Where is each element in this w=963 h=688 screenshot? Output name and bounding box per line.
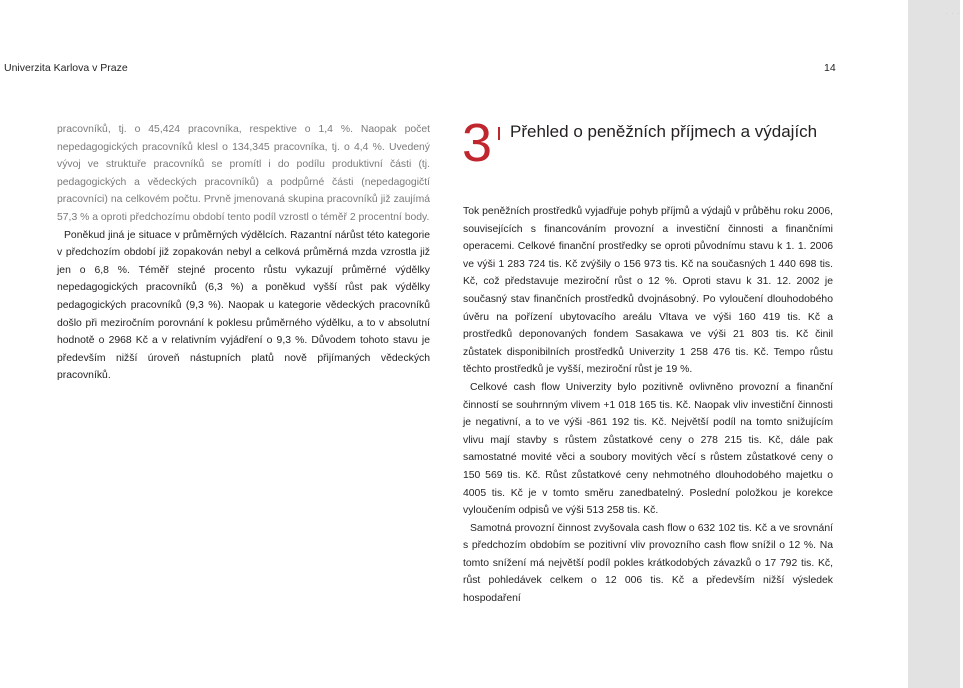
header-title: Univerzita Karlova v Praze — [4, 62, 128, 74]
right-paragraph-1: Tok peněžních prostředků vyjadřuje pohyb příjmů a výdajů v průběhu roku 2006, souvisejících s financováním provozní a investiční činnosti a finančními operacemi. Celkové finanční prostředky se oproti původnímu stavu k 1. 1. 2006 ve výši 1 283 724 tis. Kč zvýšily o 156 973 tis. Kč na současných 1 440 698 tis. Kč, což představuje meziroční růst o 12 %. Oproti stavu k 31. 12. 2002 je současný stav finančních prostředků dvojnásobný. Po vyloučení dlouhodobého úvěru na pořízení ubytovacího areálu Vltava ve výši 160 419 tis. Kč a prostředků deponovaných fondem Sasakawa ve výši 21 803 tis. Kč činil zůstatek disponibilních prostředků Univerzity 1 258 476 tis. Kč. Tempo růstu těchto prostředků je vyšší, meziroční růst je 19 %. — [463, 206, 833, 376]
left-paragraph-2: Poněkud jiná je situace v průměrných výdělcích. Razantní nárůst této kategorie v předchozím období již zopakován nebyl a celková průměrná mzda vzrostla již jen o 6,8 %. Téměř stejné procento růstu vykazují průměrné výdělky nepedagogických pracovníků (6,3 %) a poněkud vyšší růst pak výdělky pedagogických pracovníků (9,3 %). Naopak u kategorie vědeckých pracovníků došlo při meziročním porovnání k poklesu průměrného výdělku, a to v absolutní hodnotě o 2968 Kč a v relativním vyjádření o 9,3 %. Důvodem tohoto stavu je především nižší úroveň nástupních platů nově přijímaných vědeckých pracovníků. — [57, 229, 430, 382]
page-number: 14 — [824, 62, 836, 74]
section-number: 3 — [462, 113, 493, 173]
corner-dots: ··· — [946, 11, 963, 17]
left-column — [57, 121, 430, 385]
left-paragraph-1: pracovníků, tj. o 45,424 pracovníka, respektive o 1,4 %. Naopak počet nepedagogických pracovníků klesl o 134,345 pracovníka, tj. o 4,4 %. Uvedený vývoj ve struktuře pracovníků se promítl i do podílu produktivní části (tj. pedagogických a vědeckých pracovníků) a podpůrné části (nepedagogičtí pracovníci) na celkovém počtu. Prvně jmenovaná skupina pracovníků již zaujímá 57,3 % a oproti předchozímu období tento podíl vzrostl o téměř 2 procentní body. — [57, 124, 430, 223]
side-strip — [908, 0, 960, 688]
section-marker — [498, 127, 500, 140]
right-paragraph-3: Samotná provozní činnost zvyšovala cash flow o 632 102 tis. Kč a ve srovnání s předchozím obdobím se pozitivní vliv provozního cash flow snížil o 12 %. Na tomto snížení má největší podíl pokles krátkodobých závazků o 17 792 tis. Kč, růst pohledávek celkem o 12 006 tis. Kč a především nižší výsledek hospodaření — [463, 522, 833, 605]
right-paragraph-2: Celkové cash flow Univerzity bylo pozitivně ovlivněno provozní a finanční činností se souhrnným vlivem +1 018 165 tis. Kč. Naopak vliv investiční činnosti je negativní, a to ve výši -861 192 tis. Kč. Největší podíl na tomto snižujícím vlivu mají stavby s růstem zůstatkové ceny o 278 215 tis. Kč, dále pak samostatné movité věci a soubory movitých věcí s růstem zůstatkové ceny o 150 569 tis. Kč. Růst zůstatkové ceny nehmotného dlouhodobého majetku o 4005 tis. Kč je v tomto směru zanedbatelný. Poslední položkou je korekce vyloučením odpisů ve výši 513 258 tis. Kč. — [463, 381, 833, 517]
right-column — [463, 203, 833, 608]
section-title: Přehled o peněžních příjmech a výdajích — [510, 122, 818, 141]
